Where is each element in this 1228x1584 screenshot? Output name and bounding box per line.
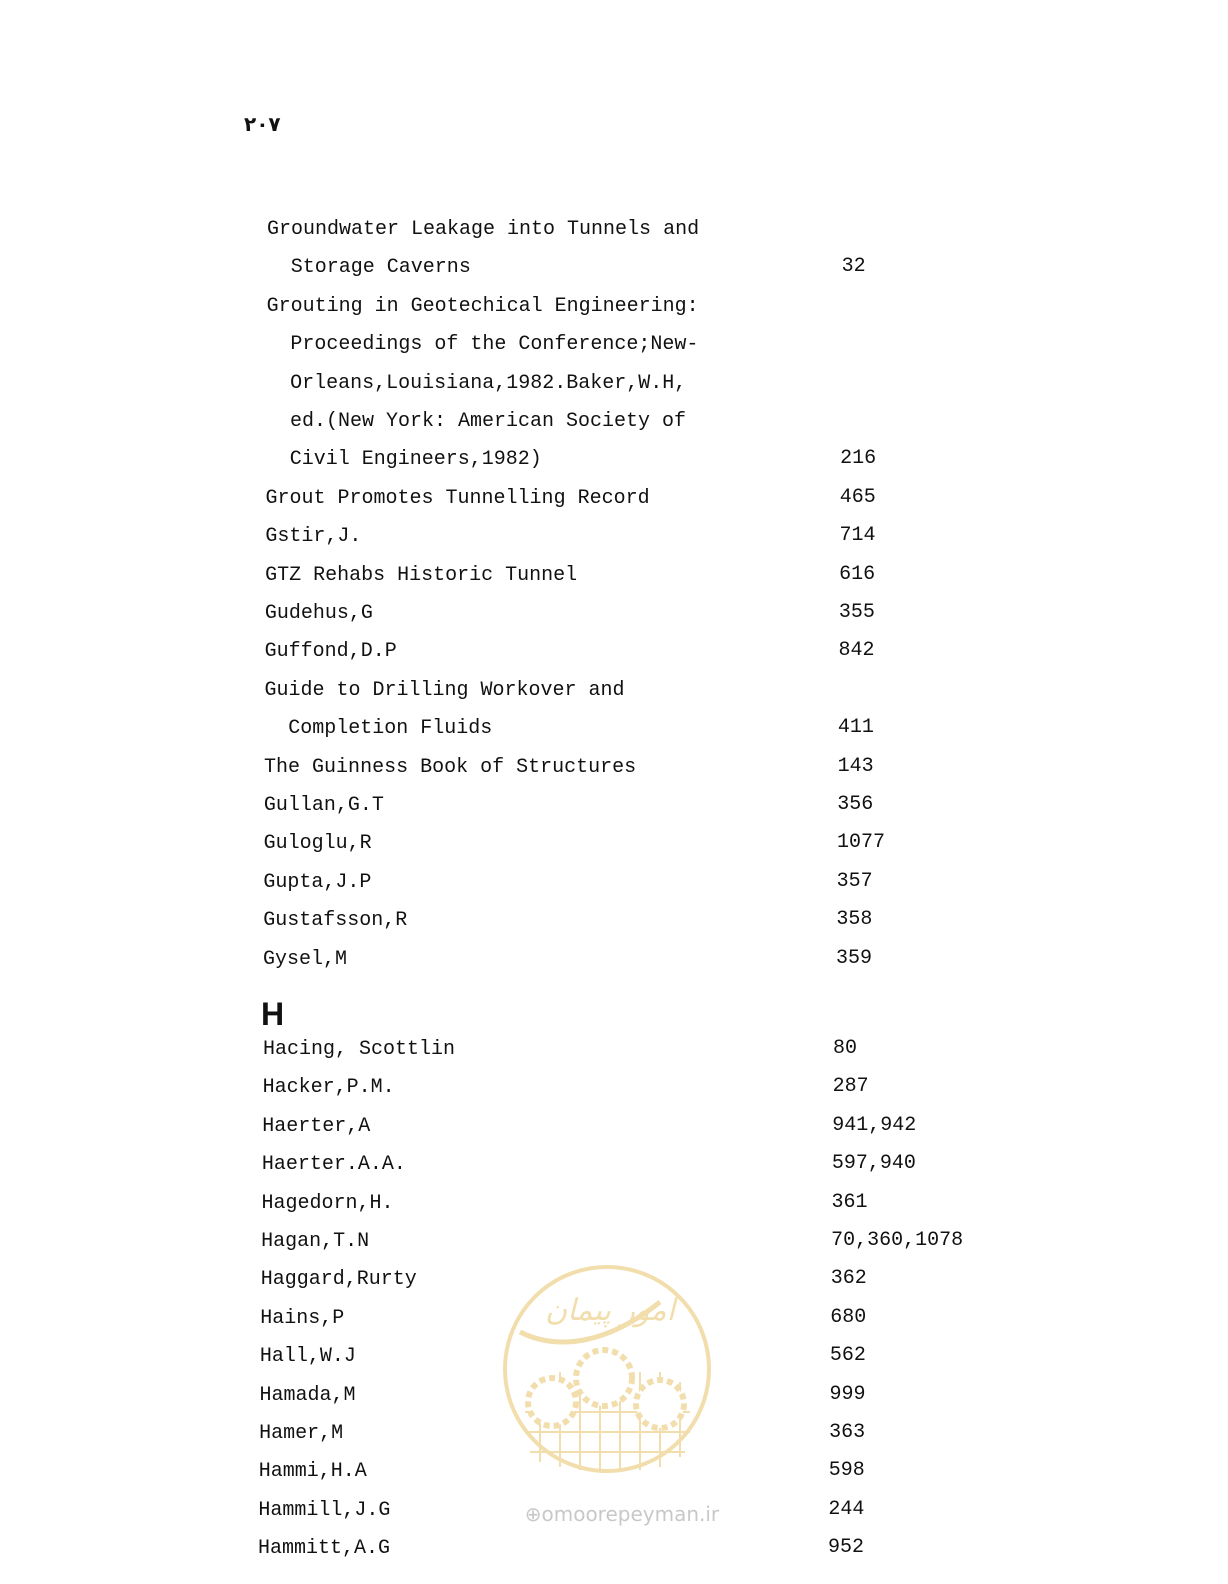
entry-pages: 598: [828, 1459, 865, 1483]
entry-pages: 355: [838, 601, 875, 624]
entry-text: Haggard,Rurty: [260, 1268, 417, 1292]
globe-icon: ⊕: [524, 1502, 542, 1526]
entry-text: Hammill,J.G: [258, 1498, 391, 1522]
entry-text: Storage Caverns: [266, 256, 471, 280]
entry-pages: 616: [839, 562, 876, 586]
watermark-logo-text: امور پیمان: [545, 1293, 675, 1328]
entry-text: The Guinness Book of Structures: [264, 755, 637, 779]
entry-text: Completion Fluids: [264, 717, 493, 741]
entry-pages: 941,942: [832, 1113, 917, 1137]
entry-text: Hamer,M: [259, 1422, 344, 1445]
entry-pages: 80: [833, 1037, 858, 1060]
entry-text: Hammi,H.A: [258, 1460, 367, 1484]
entry-text: Grouting in Geotechical Engineering:: [266, 294, 699, 318]
entry-text: Guffond,D.P: [264, 640, 397, 664]
section-heading-h: H: [261, 996, 285, 1032]
entry-pages: 362: [830, 1267, 867, 1291]
entry-text: Haerter,A: [262, 1114, 371, 1138]
entry-text: Hamada,M: [259, 1383, 356, 1407]
entry-text: Gudehus,G: [264, 602, 373, 625]
entry-text: Hall,W.J: [259, 1345, 356, 1369]
entry-text: Gullan,G.T: [263, 794, 384, 817]
entry-text: Guide to Drilling Workover and: [264, 678, 625, 702]
entry-text: Grout Promotes Tunnelling Record: [265, 486, 650, 510]
entry-pages: 358: [836, 908, 873, 932]
entry-pages: 465: [839, 485, 876, 509]
entry-pages: 597,940: [831, 1152, 916, 1176]
page-number: ۲۰۷: [244, 112, 281, 136]
entry-text: Civil Engineers,1982): [265, 448, 542, 472]
entry-text: Orleans,Louisiana,1982.Baker,W.H,: [266, 371, 687, 395]
entry-pages: 216: [840, 447, 877, 471]
watermark-site: [512, 1478, 719, 1526]
entry-pages: 842: [838, 639, 875, 663]
entry-pages: 32: [841, 255, 866, 279]
entry-text: ed.(New York: American Society of: [265, 410, 687, 433]
entry-text: Gupta,J.P: [263, 870, 372, 894]
entry-pages: 287: [832, 1075, 869, 1099]
entry-pages: 999: [829, 1382, 866, 1406]
entry-pages: 361: [831, 1190, 868, 1214]
watermark-site-text: omoorepeyman.ir: [541, 1502, 720, 1526]
entry-text: Hacker,P.M.: [262, 1076, 395, 1100]
entry-text: Guloglu,R: [263, 832, 372, 856]
entry-pages: 357: [836, 869, 873, 893]
entry-pages: 363: [829, 1421, 866, 1444]
entry-text: Haerter.A.A.: [261, 1153, 406, 1177]
entry-pages: 143: [837, 754, 874, 778]
entry-pages: 952: [828, 1536, 865, 1560]
entry-pages: 70,360,1078: [831, 1229, 964, 1252]
entry-text: Hacing, Scottlin: [263, 1038, 456, 1061]
entry-text: GTZ Rehabs Historic Tunnel: [265, 563, 578, 587]
entry-pages: 1077: [836, 831, 885, 855]
watermark-logo: [500, 1262, 714, 1476]
entry-text: Gysel,M: [263, 947, 348, 971]
entry-text: Gstir,J.: [265, 525, 362, 549]
entry-text: Proceedings of the Conference;New-: [266, 333, 699, 357]
entry-pages: 244: [828, 1497, 865, 1521]
entry-pages: 359: [836, 946, 873, 970]
entry-pages: 680: [830, 1305, 867, 1329]
entry-pages: 562: [829, 1344, 866, 1368]
entry-pages: 356: [837, 793, 874, 816]
entry-text: Hagedorn,H.: [261, 1191, 394, 1215]
entry-pages: 411: [837, 716, 874, 740]
entry-text: Groundwater Leakage into Tunnels and: [267, 218, 700, 241]
entry-text: Hammitt,A.G: [258, 1537, 391, 1561]
entry-text: Hains,P: [260, 1306, 345, 1330]
entry-pages: 714: [839, 524, 876, 548]
entry-text: Hagan,T.N: [261, 1230, 370, 1253]
entry-text: Gustafsson,R: [263, 909, 408, 933]
